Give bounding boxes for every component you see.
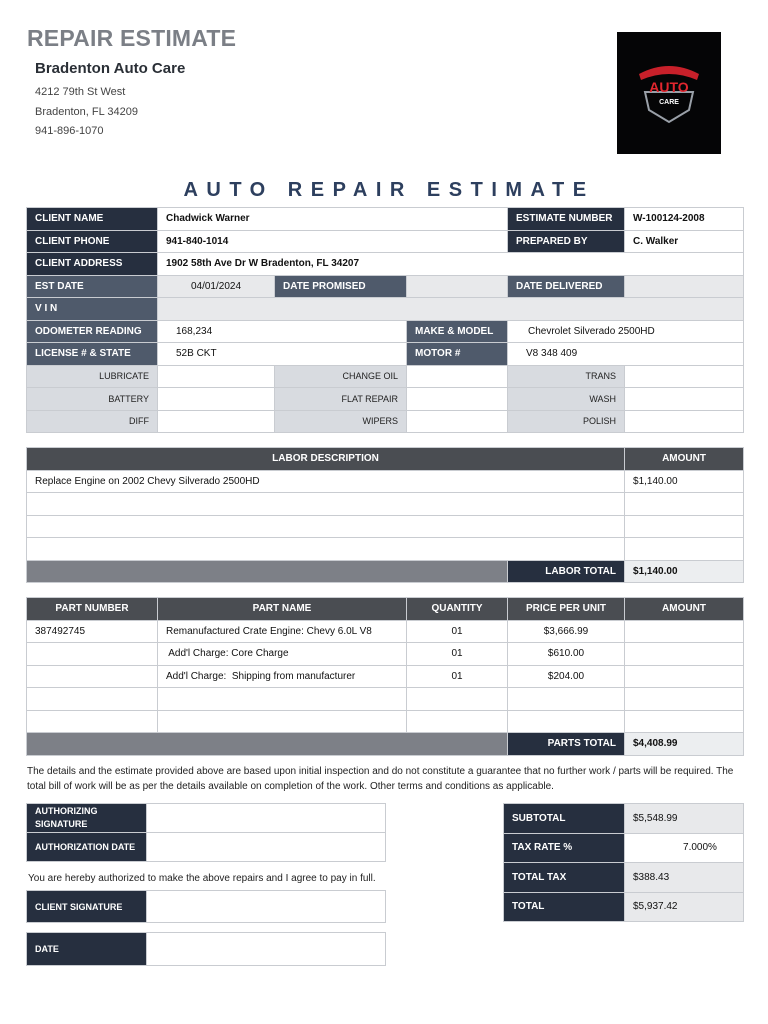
- service-wipers-field[interactable]: [407, 410, 508, 433]
- client-name-field[interactable]: Chadwick Warner: [158, 208, 508, 231]
- date-delivered-label: DATE DELIVERED: [508, 275, 625, 298]
- date-promised-field[interactable]: [407, 275, 508, 298]
- part-amount-cell[interactable]: [625, 665, 744, 688]
- labor-amount-cell[interactable]: [625, 538, 744, 561]
- grand-total-label: TOTAL: [504, 892, 625, 922]
- table-row: [27, 665, 744, 688]
- prepared-by-field[interactable]: C. Walker: [625, 230, 744, 253]
- labor-amount-cell[interactable]: $1,140.00: [625, 470, 744, 493]
- service-lubricate-field[interactable]: [158, 365, 275, 388]
- quantity-cell[interactable]: 01: [407, 643, 508, 666]
- part-number-cell[interactable]: [27, 665, 158, 688]
- motor-field[interactable]: V8 348 409: [508, 343, 744, 366]
- odometer-label: ODOMETER READING: [27, 320, 158, 343]
- service-battery-label: BATTERY: [27, 388, 158, 411]
- table-row: [27, 688, 744, 711]
- part-number-cell[interactable]: [27, 710, 158, 733]
- part-amount-cell[interactable]: [625, 710, 744, 733]
- logo-auto-text: AUTO: [649, 79, 689, 95]
- price-per-unit-header: PRICE PER UNIT: [508, 598, 625, 621]
- labor-description-header: LABOR DESCRIPTION: [27, 448, 625, 471]
- form-heading: AUTO REPAIR ESTIMATE: [183, 179, 595, 201]
- subtotal-value: $5,548.99: [625, 804, 744, 834]
- price-cell[interactable]: [508, 710, 625, 733]
- quantity-cell[interactable]: 01: [407, 620, 508, 643]
- company-phone: 941-896-1070: [35, 125, 104, 137]
- part-name-cell[interactable]: [158, 688, 407, 711]
- service-flat-repair-field[interactable]: [407, 388, 508, 411]
- part-name-cell[interactable]: Add'l Charge: Core Charge: [158, 643, 407, 666]
- auto-care-logo-icon: [617, 32, 721, 154]
- service-wash-label: WASH: [508, 388, 625, 411]
- service-battery-field[interactable]: [158, 388, 275, 411]
- odometer-field[interactable]: 168,234: [158, 320, 407, 343]
- company-logo: [617, 32, 721, 154]
- part-name-cell[interactable]: Add'l Charge: Shipping from manufacturer: [158, 665, 407, 688]
- table-row: [27, 710, 744, 733]
- total-tax-value: $388.43: [625, 863, 744, 893]
- labor-description-cell[interactable]: Replace Engine on 2002 Chevy Silverado 2500HD: [27, 470, 625, 493]
- authorizing-signature-label: AUTHORIZING SIGNATURE: [27, 804, 147, 833]
- service-polish-label: POLISH: [508, 410, 625, 433]
- vin-field[interactable]: [158, 298, 744, 321]
- client-info-table: [26, 207, 744, 433]
- quantity-cell[interactable]: [407, 688, 508, 711]
- grand-total-value: $5,937.42: [625, 892, 744, 922]
- table-row: [27, 538, 744, 561]
- service-lubricate-label: LUBRICATE: [27, 365, 158, 388]
- labor-amount-cell[interactable]: [625, 515, 744, 538]
- part-amount-cell[interactable]: [625, 620, 744, 643]
- make-model-label: MAKE & MODEL: [407, 320, 508, 343]
- service-change-oil-field[interactable]: [407, 365, 508, 388]
- part-amount-cell[interactable]: [625, 688, 744, 711]
- date-table: [26, 932, 386, 966]
- client-address-field[interactable]: 1902 58th Ave Dr W Bradenton, FL 34207: [158, 253, 744, 276]
- company-name: Bradenton Auto Care: [35, 60, 186, 77]
- make-model-field[interactable]: Chevrolet Silverado 2500HD: [508, 320, 744, 343]
- authorizing-signature-field[interactable]: [147, 804, 386, 833]
- part-number-cell[interactable]: 387492745: [27, 620, 158, 643]
- authorization-statement: You are hereby authorized to make the above repairs and I agree to pay in full.: [28, 873, 376, 884]
- service-diff-field[interactable]: [158, 410, 275, 433]
- part-name-cell[interactable]: [158, 710, 407, 733]
- service-change-oil-label: CHANGE OIL: [275, 365, 407, 388]
- prepared-by-label: PREPARED BY: [508, 230, 625, 253]
- authorization-table: [26, 803, 386, 862]
- license-label: LICENSE # & STATE: [27, 343, 158, 366]
- service-wipers-label: WIPERS: [275, 410, 407, 433]
- subtotal-label: SUBTOTAL: [504, 804, 625, 834]
- tax-rate-label: TAX RATE %: [504, 833, 625, 863]
- client-name-label: CLIENT NAME: [27, 208, 158, 231]
- labor-description-cell[interactable]: [27, 493, 625, 516]
- authorization-date-label: AUTHORIZATION DATE: [27, 833, 147, 862]
- service-trans-label: TRANS: [508, 365, 625, 388]
- logo-care-text: CARE: [659, 99, 679, 106]
- service-flat-repair-label: FLAT REPAIR: [275, 388, 407, 411]
- estimate-number-label: ESTIMATE NUMBER: [508, 208, 625, 231]
- parts-total-value: $4,408.99: [625, 733, 744, 756]
- price-cell[interactable]: $610.00: [508, 643, 625, 666]
- table-row: [27, 643, 744, 666]
- labor-total-label: LABOR TOTAL: [508, 560, 625, 583]
- tax-rate-field[interactable]: 7.000%: [625, 833, 744, 863]
- authorization-date-field[interactable]: [147, 833, 386, 862]
- motor-label: MOTOR #: [407, 343, 508, 366]
- vin-label: V I N: [27, 298, 158, 321]
- date-delivered-field[interactable]: [625, 275, 744, 298]
- part-amount-cell[interactable]: [625, 643, 744, 666]
- client-address-label: CLIENT ADDRESS: [27, 253, 158, 276]
- labor-description-cell[interactable]: [27, 538, 625, 561]
- license-field[interactable]: 52B CKT: [158, 343, 407, 366]
- company-address-line2: Bradenton, FL 34209: [35, 106, 138, 118]
- quantity-cell[interactable]: [407, 710, 508, 733]
- disclaimer-text: The details and the estimate provided above are based upon initial inspection and do not constitute a guarantee that no further work / parts will be required. The total bill of work will be as per the details available on completion of the work. Other terms and conditions as applicable.: [27, 766, 734, 792]
- company-address-line1: 4212 79th St West: [35, 86, 126, 98]
- part-number-cell[interactable]: [27, 643, 158, 666]
- client-signature-label: CLIENT SIGNATURE: [27, 891, 147, 923]
- client-signature-field[interactable]: [147, 891, 386, 923]
- price-cell[interactable]: $204.00: [508, 665, 625, 688]
- table-row: [27, 620, 744, 643]
- service-trans-field[interactable]: [625, 365, 744, 388]
- price-cell[interactable]: [508, 688, 625, 711]
- client-phone-label: CLIENT PHONE: [27, 230, 158, 253]
- table-row: [27, 493, 744, 516]
- labor-total-spacer: [27, 560, 508, 583]
- est-date-field[interactable]: 04/01/2024: [158, 275, 275, 298]
- labor-description-cell[interactable]: [27, 515, 625, 538]
- date-promised-label: DATE PROMISED: [275, 275, 407, 298]
- client-signature-table: [26, 890, 386, 923]
- parts-total-label: PARTS TOTAL: [508, 733, 625, 756]
- date-label: DATE: [27, 933, 147, 966]
- part-amount-header: AMOUNT: [625, 598, 744, 621]
- labor-total-value: $1,140.00: [625, 560, 744, 583]
- price-cell[interactable]: $3,666.99: [508, 620, 625, 643]
- date-field[interactable]: [147, 933, 386, 966]
- table-row: [27, 470, 744, 493]
- parts-table: [26, 597, 744, 756]
- quantity-cell[interactable]: 01: [407, 665, 508, 688]
- service-wash-field[interactable]: [625, 388, 744, 411]
- labor-amount-cell[interactable]: [625, 493, 744, 516]
- part-number-cell[interactable]: [27, 688, 158, 711]
- total-tax-label: TOTAL TAX: [504, 863, 625, 893]
- service-diff-label: DIFF: [27, 410, 158, 433]
- parts-total-spacer: [27, 733, 508, 756]
- service-polish-field[interactable]: [625, 410, 744, 433]
- labor-amount-header: AMOUNT: [625, 448, 744, 471]
- table-row: [27, 515, 744, 538]
- part-name-header: PART NAME: [158, 598, 407, 621]
- client-phone-field[interactable]: 941-840-1014: [158, 230, 508, 253]
- est-date-label: EST DATE: [27, 275, 158, 298]
- quantity-header: QUANTITY: [407, 598, 508, 621]
- estimate-number-field[interactable]: W-100124-2008: [625, 208, 744, 231]
- labor-table: [26, 447, 744, 583]
- page-title: REPAIR ESTIMATE: [27, 25, 237, 51]
- part-number-header: PART NUMBER: [27, 598, 158, 621]
- part-name-cell[interactable]: Remanufactured Crate Engine: Chevy 6.0L V8: [158, 620, 407, 643]
- totals-table: [503, 803, 744, 922]
